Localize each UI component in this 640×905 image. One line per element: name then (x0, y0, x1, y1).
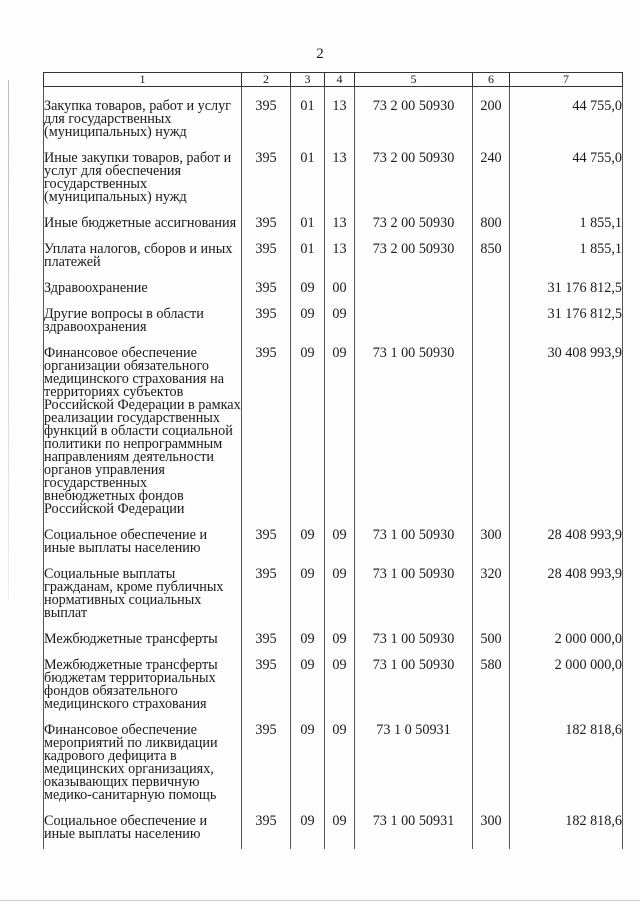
row-name: Финансовое обеспечение мероприятий по ликвидации кадрового дефицита в медицинских организациях, оказывающих первичную медико-санитарную помощь (44, 724, 242, 802)
row-expense-type-code: 300 (473, 815, 510, 841)
row-subsection-code: 09 (325, 633, 355, 646)
row-amount: 182 818,6 (510, 815, 623, 841)
row-name: Межбюджетные трансферты (44, 633, 242, 646)
row-subsection-code: 09 (325, 308, 355, 334)
row-subsection-code: 09 (325, 568, 355, 620)
table-row (44, 308, 623, 334)
row-target-article-code: 73 2 00 50930 (355, 100, 473, 139)
row-section-code: 01 (291, 100, 325, 139)
row-expense-type-code: 320 (473, 568, 510, 620)
table-row (44, 568, 623, 620)
row-subsection-code: 13 (325, 217, 355, 230)
row-section-code: 09 (291, 347, 325, 516)
spacer-cell (473, 334, 510, 347)
row-grbs-code: 395 (242, 529, 291, 555)
row-section-code: 09 (291, 308, 325, 334)
row-amount: 2 000 000,0 (510, 633, 623, 646)
row-name: Иные закупки товаров, работ и услуг для обеспечения государственных (муниципальных) нужд (44, 152, 242, 204)
row-amount: 44 755,0 (510, 100, 623, 139)
table-row (44, 659, 623, 711)
row-target-article-code: 73 2 00 50930 (355, 217, 473, 230)
row-target-article-code: 73 1 0 50931 (355, 724, 473, 802)
table-row (44, 152, 623, 204)
row-grbs-code: 395 (242, 152, 291, 204)
row-grbs-code: 395 (242, 100, 291, 139)
header-col-1: 1 (44, 73, 242, 87)
spacer-cell (325, 841, 355, 849)
row-subsection-code: 09 (325, 529, 355, 555)
row-expense-type-code (473, 282, 510, 295)
row-subsection-code: 13 (325, 100, 355, 139)
table-row (44, 815, 623, 841)
row-amount: 31 176 812,5 (510, 282, 623, 295)
row-expense-type-code (473, 347, 510, 516)
row-grbs-code: 395 (242, 308, 291, 334)
row-amount: 1 855,1 (510, 243, 623, 269)
header-col-3: 3 (291, 73, 325, 87)
table-bottom-spacer (44, 841, 623, 849)
row-amount: 2 000 000,0 (510, 659, 623, 711)
spacer-cell (510, 841, 623, 849)
row-target-article-code: 73 1 00 50930 (355, 347, 473, 516)
row-section-code: 09 (291, 568, 325, 620)
spacer-cell (355, 295, 473, 308)
spacer-cell (473, 295, 510, 308)
row-section-code: 09 (291, 633, 325, 646)
spacer-cell (473, 269, 510, 282)
row-expense-type-code: 200 (473, 100, 510, 139)
row-target-article-code: 73 1 00 50930 (355, 529, 473, 555)
row-section-code: 09 (291, 659, 325, 711)
row-section-code: 09 (291, 724, 325, 802)
row-target-article-code: 73 2 00 50930 (355, 243, 473, 269)
row-name: Межбюджетные трансферты бюджетам территориальных фондов обязательного медицинского страхования (44, 659, 242, 711)
spacer-cell (473, 841, 510, 849)
table-row (44, 282, 623, 295)
row-grbs-code: 395 (242, 724, 291, 802)
row-subsection-code: 09 (325, 659, 355, 711)
row-grbs-code: 395 (242, 243, 291, 269)
header-col-4: 4 (325, 73, 355, 87)
row-expense-type-code: 800 (473, 217, 510, 230)
row-name: Социальное обеспечение и иные выплаты населению (44, 529, 242, 555)
spacer-cell (44, 841, 242, 849)
row-name: Социальное обеспечение и иные выплаты населению (44, 815, 242, 841)
row-target-article-code: 73 1 00 50930 (355, 568, 473, 620)
header-col-5: 5 (355, 73, 473, 87)
row-name: Финансовое обеспечение организации обязательного медицинского страхования на территориях субъектов Российской Федерации в рамках реализации государственных функций в области социальной политики по непрограммным направлениям деятельности органов управления государственных внебюджетных фондов Российской Федерации (44, 345, 241, 517)
scan-edge-left (8, 80, 9, 600)
table-row (44, 633, 623, 646)
row-grbs-code: 395 (242, 633, 291, 646)
page-number: 2 (316, 46, 324, 62)
table-row (44, 217, 623, 230)
row-expense-type-code (473, 308, 510, 334)
row-subsection-code: 09 (325, 724, 355, 802)
row-grbs-code: 395 (242, 659, 291, 711)
row-expense-type-code: 300 (473, 529, 510, 555)
spacer-cell (473, 711, 510, 724)
row-target-article-code: 73 1 00 50931 (355, 815, 473, 841)
header-col-7: 7 (510, 73, 623, 87)
row-grbs-code: 395 (242, 568, 291, 620)
header-row (44, 73, 623, 87)
row-amount: 28 408 993,9 (510, 529, 623, 555)
row-expense-type-code: 850 (473, 243, 510, 269)
row-expense-type-code: 580 (473, 659, 510, 711)
row-amount: 30 408 993,9 (510, 347, 623, 516)
table-row (44, 100, 623, 139)
header-col-6: 6 (473, 73, 510, 87)
row-amount: 182 818,6 (510, 724, 623, 802)
table-row (44, 529, 623, 555)
row-section-code: 01 (291, 217, 325, 230)
row-name: Иные бюджетные ассигнования (44, 217, 242, 230)
row-subsection-code: 09 (325, 815, 355, 841)
row-amount: 44 755,0 (510, 152, 623, 204)
row-amount: 1 855,1 (510, 217, 623, 230)
row-name: Уплата налогов, сборов и иных платежей (44, 243, 242, 269)
row-grbs-code: 395 (242, 282, 291, 295)
row-name: Здравоохранение (44, 282, 242, 295)
scan-edge-bottom (0, 900, 640, 901)
row-subsection-code: 00 (325, 282, 355, 295)
row-grbs-code: 395 (242, 217, 291, 230)
row-grbs-code: 395 (242, 347, 291, 516)
table-row (44, 243, 623, 269)
row-name: Другие вопросы в области здравоохранения (44, 308, 242, 334)
row-name: Закупка товаров, работ и услуг для государственных (муниципальных) нужд (44, 100, 242, 139)
row-amount: 28 408 993,9 (510, 568, 623, 620)
row-subsection-code: 13 (325, 243, 355, 269)
row-expense-type-code (473, 724, 510, 802)
row-section-code: 09 (291, 529, 325, 555)
spacer-cell (242, 841, 291, 849)
row-subsection-code: 13 (325, 152, 355, 204)
row-grbs-code: 395 (242, 815, 291, 841)
spacer-cell (355, 269, 473, 282)
row-target-article-code (355, 282, 473, 295)
row-target-article-code (355, 308, 473, 334)
spacer-cell (291, 841, 325, 849)
spacer-cell (355, 841, 473, 849)
row-target-article-code: 73 1 00 50930 (355, 659, 473, 711)
row-section-code: 01 (291, 152, 325, 204)
budget-table (43, 72, 623, 849)
row-section-code: 01 (291, 243, 325, 269)
row-name: Социальные выплаты гражданам, кроме публичных нормативных социальных выплат (44, 568, 242, 620)
table-row (44, 347, 623, 516)
table-row (44, 724, 623, 802)
row-subsection-code: 09 (325, 347, 355, 516)
row-expense-type-code: 500 (473, 633, 510, 646)
row-expense-type-code: 240 (473, 152, 510, 204)
row-amount: 31 176 812,5 (510, 308, 623, 334)
row-section-code: 09 (291, 815, 325, 841)
header-col-2: 2 (242, 73, 291, 87)
row-target-article-code: 73 1 00 50930 (355, 633, 473, 646)
row-target-article-code: 73 2 00 50930 (355, 152, 473, 204)
row-section-code: 09 (291, 282, 325, 295)
